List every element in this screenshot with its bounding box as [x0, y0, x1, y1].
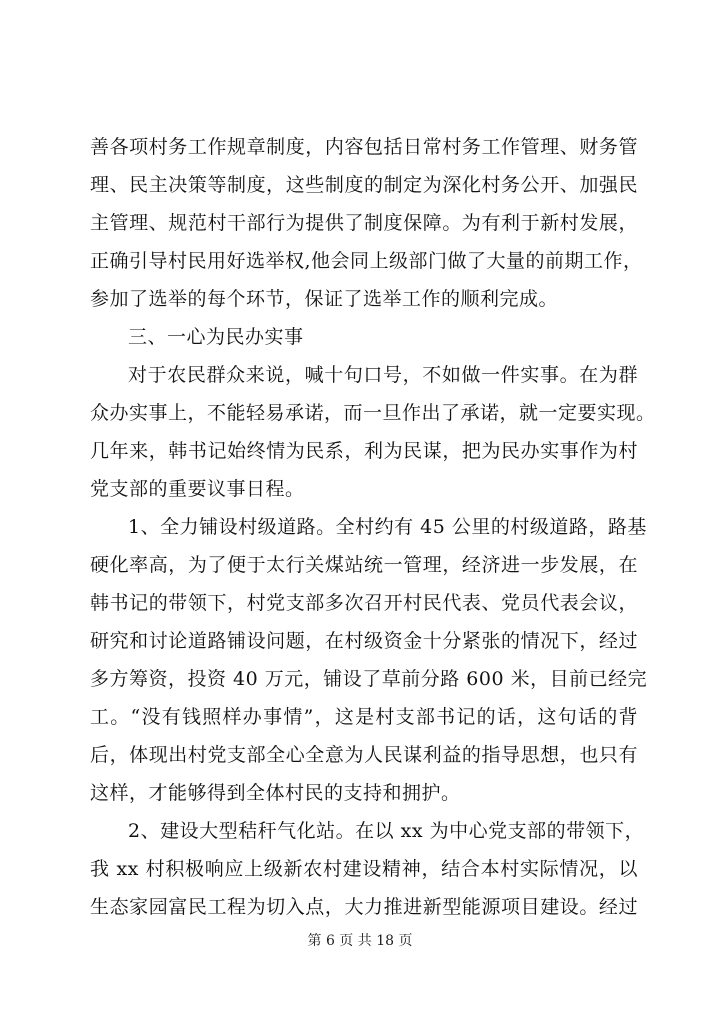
- paragraph-first-line: 2、建设大型秸秆气化站。在以 xx 为中心党支部的带领下，: [128, 820, 645, 842]
- page-number: 第 6 页 共 18 页: [307, 933, 413, 949]
- text-line: 硬化率高，为了便于太行关煤站统一管理，经济进一步发展，在: [90, 554, 638, 576]
- text-line: 参加了选举的每个环节，保证了选举工作的顺利完成。: [90, 288, 559, 310]
- text-line: 后，体现出村党支部全心全意为人民谋利益的指导思想，也只有: [90, 744, 638, 766]
- text-line: 正确引导村民用好选举权,他会同上级部门做了大量的前期工作，: [90, 250, 643, 272]
- text-line: 我 xx 村积极响应上级新农村建设精神，结合本村实际情况，以: [90, 858, 638, 880]
- text-line: 理、民主决策等制度，这些制度的制定为深化村务公开、加强民: [90, 174, 638, 196]
- text-line: 工。“没有钱照样办事情”，这是村支部书记的话，这句话的背: [90, 706, 638, 728]
- text-line: 几年来，韩书记始终情为民系，利为民谋，把为民办实事作为村: [90, 440, 638, 462]
- paragraph-first-line: 对于农民群众来说，喊十句口号，不如做一件实事。在为群: [128, 364, 638, 386]
- document-body: [90, 128, 656, 926]
- paragraph-first-line: 1、全力铺设村级道路。全村约有 45 公里的村级道路，路基: [128, 516, 647, 538]
- text-line: 这样，才能够得到全体村民的支持和拥护。: [90, 782, 461, 804]
- text-line: 生态家园富民工程为切入点，大力推进新型能源项目建设。经过: [90, 896, 638, 918]
- text-line: 党支部的重要议事日程。: [90, 478, 305, 500]
- text-line: 研究和讨论道路铺设问题，在村级资金十分紧张的情况下，经过: [90, 630, 638, 652]
- text-line: 多方筹资，投资 40 万元，铺设了草前分路 600 米，目前已经完: [90, 668, 648, 690]
- section-heading: 三、一心为民办实事: [128, 326, 304, 348]
- text-line: 善各项村务工作规章制度，内容包括日常村务工作管理、财务管: [90, 136, 638, 158]
- text-line: 众办实事上，不能轻易承诺，而一旦作出了承诺，就一定要实现。: [90, 402, 656, 424]
- text-line: 韩书记的带领下，村党支部多次召开村民代表、党员代表会议，: [90, 592, 638, 614]
- text-line: 主管理、规范村干部行为提供了制度保障。为有利于新村发展，: [90, 212, 638, 234]
